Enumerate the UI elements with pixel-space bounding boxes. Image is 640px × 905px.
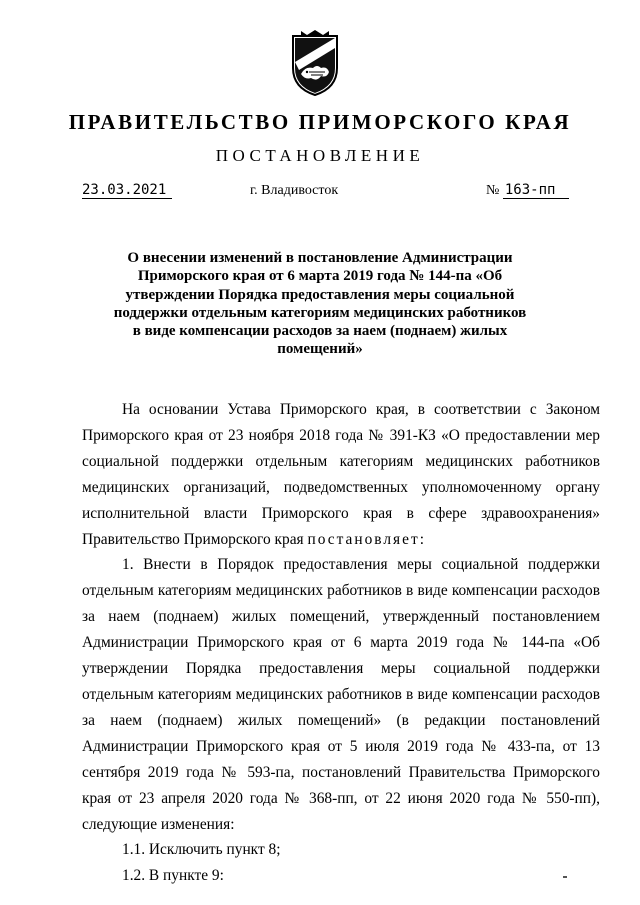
number-label: №: [486, 183, 500, 198]
document-body: [82, 397, 600, 889]
document-number: [486, 182, 569, 199]
scan-mark: [563, 876, 567, 878]
item-1-1-paragraph: 1.1. Исключить пункт 8;: [122, 841, 281, 859]
document-type: ПОСТАНОВЛЕНИЕ: [215, 146, 425, 165]
preamble-text: На основании Устава Приморского края, в соответствии с Законом Приморского края от 23 ноября 2018 года № 391-КЗ «О предоставлении мер социальной поддержки отдельным категориям медицинских работников медицинских организаций, подведомственных уполномоченному органу исполнительной власти Приморского края в сфере здравоохранения» Правительство Приморского края: [82, 401, 600, 548]
item-1-paragraph: 1. Внести в Порядок предоставления меры социальной поддержки отдельным категориям медицинских работников в виде компенсации расходов за наем (поднаем) жилых помещений, утвержденный постановлением Администрации Приморского края от 6 марта 2019 года № 144-па «Об утверждении Порядка предоставления меры социальной поддержки отдельным категориям медицинских работников в виде компенсации расходов за наем (поднаем) жилых помещений» (в редакции постановлений Администрации Приморского края от 5 июля 2019 года № 433-па, от 13 сентября 2019 года № 593-па, постановлений Правительства Приморского края от 23 апреля 2020 года № 368-пп, от 22 июня 2020 года № 550-пп), следующие изменения:: [82, 556, 600, 833]
document-city: г. Владивосток: [250, 183, 339, 198]
preamble-paragraph: [82, 397, 600, 552]
document-subject: О внесении изменений в постановление Администрации Приморского края от 6 марта 2019 года № 144-па «Об утверждении Порядка предоставления меры социальной поддержки отдельным категориям медицинских работников в виде компенсации расходов за наем (поднаем) жилых помещений»: [113, 250, 527, 358]
government-title: ПРАВИТЕЛЬСТВО ПРИМОРСКОГО КРАЯ: [68, 110, 572, 134]
item-1-2-paragraph: 1.2. В пункте 9:: [122, 867, 224, 885]
resolves-word: постановляет:: [307, 530, 426, 548]
coat-of-arms-emblem: [287, 28, 343, 98]
document-date: [82, 182, 172, 198]
number-value: 163-пп: [503, 182, 570, 199]
date-value: 23.03.2021: [82, 182, 172, 199]
